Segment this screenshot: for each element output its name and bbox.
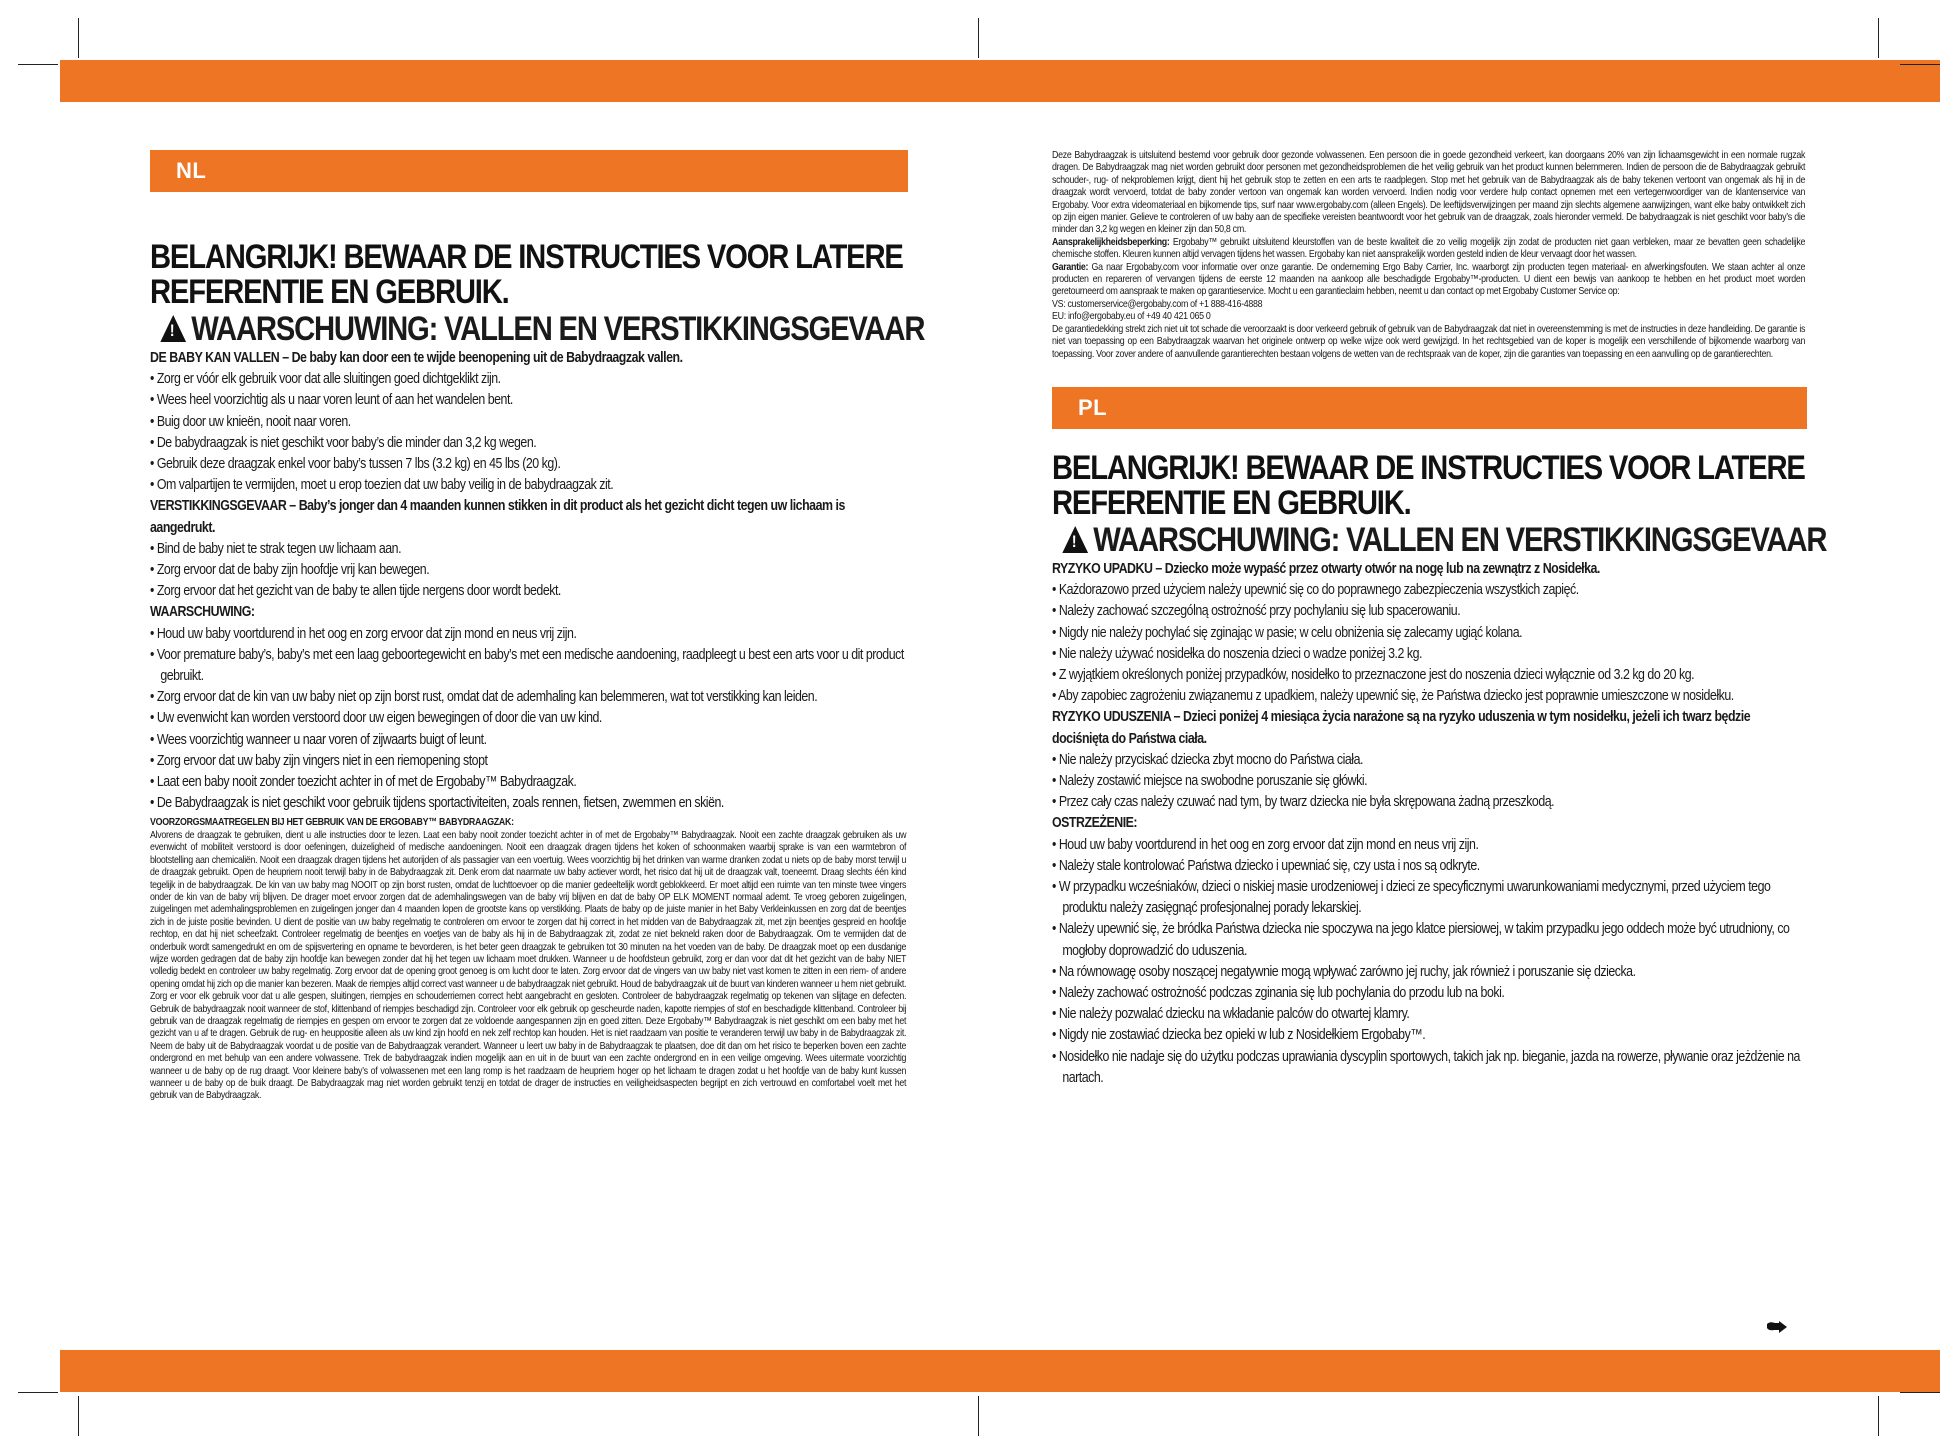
precautions-text: Alvorens de draagzak te gebruiken, dient u alle instructies door te lezen. Laat een baby nooit zonder toezicht achter in of met de Ergobaby™ Babydraagzak. Nooit een zachte draagzak gebruiken als uw evenwicht of mobiliteit verstoord is door oefeningen, duizeligheid of medische aandoeningen. Nooit een draagzak dragen tijdens het koken of schoonmaken waarbij sprake is van een warmtebron of blootstelling aan chemicaliën. Nooit een draagzak dragen tijdens het autorijden of als passagier van een voertuig. Wees voorzichtig bij het drinken van warme dranken zodat u niets op de baby morst terwijl u de draagzak gebruikt. Open de heupriem nooit terwijl baby in de Babydraagzak zit. Denk erom dat naarmate uw baby actiever wordt, het risico dat hij uit de draagzak valt, toeneemt. Draag slechts één kind tegelijk in de babydraagzak. De kin van uw baby mag NOOIT op zijn borst rusten, omdat de luchttoevoer op die manier gedeeltelijk wordt geblokkeerd. Er moet altijd een ruimte van ten minste twee vingers onder de kin van de baby vrij blijven. De drager moet ervoor zorgen dat de ademhalingswegen van de baby vrij blijven en dat de baby OP ELK MOMENT normaal ademt. Te vroeg geboren zuigelingen, zuigelingen met ademhalingsproblemen en zuigelingen jonger dan 4 maanden lopen de grootste kans op verstikking. Plaats de baby op de juiste manier in het Baby Verkleinkussen en zorg dat de beentjes zich in de juiste positie bevinden. U dient de positie van uw baby regelmatig te controleren om ervoor te zorgen dat hij correct in het midden van de Babydraagzak zit, met zijn beentjes gespreid en hoofdje rechtop, en dat hij niet scheefzakt. Controleer regelmatig de beentjes en voetjes van de baby als hij in de Babydraagzak zit, zodat ze niet bekneld raken door de Babydraagzak. Om te vermijden dat de onderbuik wordt samengedrukt en om de spijsvertering en opname te bevorderen, is het beter geen draagzak te gebruiken tot 30 minuten na het voeden van de baby. De draagzak moet op een dusdanige wijze worden gedragen dat de baby zijn hoofdje kan bewegen zonder dat hij het tegen uw lichaam moet drukken. Wanneer u de hoofdsteun gebruikt, zorg er dan voor dat dit het gezicht van de baby NIET volledig bedekt en controleer uw baby regelmatig. Zorg ervoor dat de opening groot genoeg is om lucht door te laten. Zorg ervoor dat de vingers van uw baby niet vast komen te zitten in een riem- of andere opening omdat hij zich op die manier kan bezeren. Maak de riempjes altijd correct vast wanneer u de babydraagzak niet gebruikt. Houd de babydraagzak uit de buurt van kinderen wanneer u hem niet gebruikt. Zorg er voor elk gebruik voor dat u alle gespen, sluitingen, riempjes en schouderriemen correct hebt aangebracht en gesloten. Controleer de babydraagzak regelmatig op tekenen van slijtage en defecten. Gebruik de babydraagzak nooit wanneer de stof, klittenband of riempjes beschadigd zijn. Controleer voor elk gebruik op gescheurde naden, kapotte riempjes of stof en beschadigde klittenband. Controleer bij gebruik van de draagzak regelmatig de riempjes en gespen om ervoor te zorgen dat ze voldoende aangespannen zijn en goed zitten. Deze Ergobaby™ Babydraagzak is niet geschikt om een baby met het gezicht van u af te dragen. Gebruik de rug- en heuppositie alleen als uw kind zijn hoofd en nek zelf rechtop kan houden. Het is niet raadzaam van positie te veranderen terwijl uw baby in de Babydraagzak zit. Neem de baby uit de Babydraagzak voordat u de positie van de Babydraagzak verandert. Wanneer u leert uw baby in de Babydraagzak te plaatsen, doe dit dan om het risico te beperken boven een zachte ondergrond en met behulp van een andere volwassene. Trek de babydraagzak indien mogelijk aan en uit in de buurt van een zachte ondergrond en in een veilige omgeving. Wees uitermate voorzichtig wanneer u de baby op de rug draagt. Voor kleinere baby’s of volwassenen met een lang romp is het raadzaam de heupriem hoger op het lichaam te dragen zodat u het hoofdje van de baby kunt kussen wanneer u de baby op de buik draagt. De Babydraagzak mag niet worden gebruikt tenzij en totdat de drager de instructies en veiligheidsaspecten begrijpt en zich vertrouwd en comfortabel voelt met het gebruik van de Babydraagzak.: [150, 829, 907, 1102]
coverage-paragraph: De garantiedekking strekt zich niet uit tot schade die veroorzaakt is door verkeerd gebruik of gebruik van de Babydraagzak dat niet in overeenstemming is met de instructies in deze handleiding. De garantie is niet van toepassing op een Babydraagzak waarvan het originele ontwerp op welke wijze ook werd gewijzigd. In het rechtsgebied van de koper is mogelijk een verschillende of bijkomende waarborg van toepassing. Voor zover andere of aanvullende garantierechten bestaan volgens de wetten van de rechtspraak van de koper, zijn die garanties van toepassing en een aanvulling op de garantierechten.: [1052, 323, 1806, 360]
list-item: • Z wyjątkiem określonych poniżej przypadków, nosidełko to przeznaczone jest do noszenia dzieci wyłącznie od 3.2 kg do 20 kg.: [1052, 666, 1695, 683]
list-item: • Każdorazowo przed użyciem należy upewnić się co do poprawnego zabezpieczenia wszystkich zapięć.: [1052, 582, 1579, 599]
left-column: [150, 150, 925, 1103]
warranty-label: Garantie:: [1052, 261, 1089, 273]
list-item: • Bind de baby niet te strak tegen uw lichaam aan.: [150, 540, 402, 557]
list-item: • Om valpartijen te vermijden, moet u erop toezien dat uw baby veilig in de babydraagzak zit.: [150, 477, 614, 494]
language-bar-nl: NL: [150, 150, 908, 192]
page-heading-line1: BELANGRIJK! BEWAAR DE INSTRUCTIES VOOR LATERE: [1052, 448, 1805, 487]
list-item: • Voor premature baby’s, baby’s met een laag geboortegewicht en baby’s met een medische aandoening, raadpleegt u best een arts voor u dit product gebruikt.: [150, 646, 904, 685]
suffocation-hazard-title: RYZYKO UDUSZENIA – Dzieci poniżej 4 miesiąca życia narażone są na ryzyko uduszenia w tym nosidełku, jeżeli ich twarz będzie dociśnięta do Państwa ciała.: [1052, 709, 1751, 747]
list-item: • Laat een baby nooit zonder toezicht achter in of met de Ergobaby™ Babydraagzak.: [150, 774, 577, 791]
page-heading-line2: REFERENTIE EN GEBRUIK.: [150, 273, 509, 311]
crop-mark: [18, 64, 58, 65]
list-item: • Houd uw baby voortdurend in het oog en zorg ervoor dat zijn mond en neus vrij zijn.: [1052, 836, 1479, 853]
list-item: • Uw evenwicht kan worden verstoord door uw eigen bewegingen of door die van uw kind.: [150, 710, 602, 727]
warning-triangle-icon: [1062, 526, 1088, 553]
warranty-paragraph: [1052, 262, 1805, 299]
list-item: • Buig door uw knieën, nooit naar voren.: [150, 413, 351, 430]
list-item: • Wees voorzichtig wanneer u naar voren of zijwaarts buigt of leunt.: [150, 731, 487, 748]
fall-hazard-title: RYZYKO UPADKU – Dziecko może wypaść przez otwarty otwór na nogę lub na zewnątrz z Nosidełka.: [1052, 560, 1600, 577]
fall-hazard-title: DE BABY KAN VALLEN – De baby kan door een te wijde beenopening uit de Babydraagzak vallen.: [150, 350, 683, 366]
liability-paragraph: [1052, 237, 1805, 262]
list-item: • Zorg ervoor dat de kin van uw baby niet op zijn borst rust, omdat dat de ademhaling kan belemmeren, wat tot verstikking kan leiden.: [150, 689, 818, 706]
list-item: • Aby zapobiec zagrożeniu związanemu z upadkiem, należy upewnić się, że Państwa dziecko jest poprawnie umieszczone w nosidełku.: [1052, 688, 1734, 705]
crop-mark: [1900, 1392, 1940, 1393]
list-item: • Nigdy nie należy pochylać się zginając w pasie; w celu obniżenia się zalecamy ugiąć kolana.: [1052, 624, 1523, 641]
list-item: • Należy zostawić miejsce na swobodne poruszanie się główki.: [1052, 772, 1368, 789]
contact-us: VS: customerservice@ergobaby.com of +1 888-416-4888: [1052, 298, 1263, 310]
crop-mark: [978, 18, 979, 58]
list-item: • Należy stale kontrolować Państwa dziecko i upewniać się, czy usta i nos są odkryte.: [1052, 857, 1480, 874]
crop-mark: [1878, 1396, 1879, 1436]
liability-label: Aansprakelijkheidsbeperking:: [1052, 236, 1170, 248]
precautions-title: VOORZORGSMAATREGELEN BIJ HET GEBRUIK VAN DE ERGOBABY™ BABYDRAAGZAK:: [150, 817, 514, 829]
list-item: • Na równowagę osoby noszącej negatywnie mogą wpływać zarówno jej ruchy, jak również i poruszanie się dziecka.: [1052, 963, 1636, 980]
list-item: • Zorg ervoor dat de baby zijn hoofdje vrij kan bewegen.: [150, 562, 430, 579]
list-item: • Wees heel voorzichtig als u naar voren leunt of aan het wandelen bent.: [150, 392, 513, 409]
list-item: • Houd uw baby voortdurend in het oog en zorg ervoor dat zijn mond en neus vrij zijn.: [150, 625, 577, 642]
warning-title: [1052, 520, 1827, 559]
right-column: [1052, 150, 1827, 1089]
list-item: • De Babydraagzak is niet geschikt voor gebruik tijdens sportactiviteiten, zoals rennen, fietsen, zwemmen en skiën.: [150, 795, 724, 812]
crop-mark: [1878, 18, 1879, 58]
list-item: • Należy zachować szczególną ostrożność przy pochylaniu się lub spacerowaniu.: [1052, 603, 1461, 620]
crop-mark: [1900, 64, 1940, 65]
list-item: • Należy zachować ostrożność podczas zginania się lub pochylania do przodu lub na boki.: [1052, 984, 1505, 1001]
page-heading-line1: BELANGRIJK! BEWAAR DE INSTRUCTIES VOOR LATERE: [150, 238, 903, 276]
crop-mark: [978, 1396, 979, 1436]
bottom-orange-band: [60, 1350, 1940, 1392]
list-item: • Zorg ervoor dat het gezicht van de baby te allen tijde nergens door wordt bedekt.: [150, 583, 561, 600]
warranty-text: Ga naar Ergobaby.com voor informatie over onze garantie. De onderneming Ergo Baby Carrier, Inc. waarborgt zijn producten tegen materiaal- en afwerkingsfouten. We staan achter al onze producten en repareren of vervangen tijdens de eerste 12 maanden na aankoop alle beschadigde Ergobaby™-producten. U dient een bewijs van aankoop te hebben en het product moet worden geretourneerd om aanspraak te maken op garantieservice. Mocht u een garantieclaim hebben, neemt u dan contact op met Ergobaby Customer Service op:: [1052, 261, 1806, 298]
suffocation-hazard-title: VERSTIKKINGSGEVAAR – Baby’s jonger dan 4 maanden kunnen stikken in dit product als het gezicht dicht tegen uw lichaam is aangedrukt.: [150, 498, 845, 536]
list-item: • Przez cały czas należy czuwać nad tym, by twarz dziecka nie była skrępowana żadną przeszkodą.: [1052, 794, 1555, 811]
warning-subtitle: OSTRZEŻENIE:: [1052, 815, 1138, 832]
liability-text: Ergobaby™ gebruikt uitsluitend kleurstoffen van de beste kwaliteit die zo veilig mogelijk zijn zodat de producten niet gaan verbleken, maar ze bevatten geen schadelijke chemische stoffen. Kleuren kunnen altijd vervagen tijdens het wassen. Ergobaby kan niet aansprakelijk worden gesteld indien de kleur vervaagt door het wassen.: [1052, 236, 1806, 261]
top-orange-band: [60, 60, 1940, 102]
warning-triangle-icon: [160, 315, 186, 342]
language-bar-pl: PL: [1052, 387, 1807, 429]
crop-mark: [78, 1396, 79, 1436]
intro-paragraph: Deze Babydraagzak is uitsluitend bestemd voor gebruik door gezonde volwassenen. Een persoon die in goede gezondheid verkeert, kan doorgaans 20% van zijn lichaamsgewicht in een normale rugzak dragen. De Babydraagzak mag niet worden gebruikt door personen met gezondheidsproblemen die het veilig gebruik van het product kunnen belemmeren. Indien de persoon die de Babydraagzak gebruikt schouder-, rug- of nekproblemen krijgt, dient hij het gebruik stop te zetten en een arts te raadplegen. Stop met het gebruik van de Babydraagzak als de baby tekenen vertoont van ongemak als hij in de draagzak wordt vervoerd, totdat de baby zonder vertoon van ongemak kan worden vervoerd. Indien nodig voor verdere hulp contact opnemen met een vertegenwoordiger van de klantenservice van Ergobaby. Voor extra videomateriaal en bijkomende tips, surf naar www.ergobaby.com (alleen Engels). De leeftijdsverwijzingen per maand zijn slechts algemene aanwijzingen, want elke baby ontwikkelt zich op zijn eigen manier. Gelieve te controleren of uw baby aan de specifieke vereisten beantwoordt voor het gebruik van de draagzak, zoals hieronder vermeld. De babydraagzak is niet geschikt voor baby’s die minder dan 3,2 kg wegen en kleiner zijn dan 50,8 cm.: [1052, 150, 1806, 236]
list-item: • Nie należy pozwalać dziecku na wkładanie palców do otwartej klamry.: [1052, 1006, 1410, 1023]
crop-mark: [18, 1392, 58, 1393]
crop-mark: [78, 18, 79, 58]
list-item: • De babydraagzak is niet geschikt voor baby’s die minder dan 3,2 kg wegen.: [150, 434, 537, 451]
warning-title-text: WAARSCHUWING: VALLEN EN VERSTIKKINGSGEVAAR: [191, 310, 925, 348]
warning-subtitle: WAARSCHUWING:: [150, 604, 255, 621]
warning-title: [150, 310, 925, 348]
list-item: • Nie należy używać nosidełka do noszenia dzieci o wadze poniżej 3.2 kg.: [1052, 645, 1422, 662]
warning-title-text: WAARSCHUWING: VALLEN EN VERSTIKKINGSGEVAAR: [1093, 520, 1827, 559]
list-item: • Należy upewnić się, że bródka Państwa dziecka nie spoczywa na jego klatce piersiowej, w takim przypadku jego oddech może być utrudniony, co mogłoby doprowadzić do uduszenia.: [1052, 921, 1790, 959]
list-item: • Nosidełko nie nadaje się do użytku podczas uprawiania dyscyplin sportowych, takich jak np. bieganie, jazda na rowerze, pływanie oraz jeżdżenie na nartach.: [1052, 1048, 1800, 1086]
list-item: • Nigdy nie zostawiać dziecka bez opieki w lub z Nosidełkiem Ergobaby™.: [1052, 1027, 1426, 1044]
page-heading-line2: REFERENTIE EN GEBRUIK.: [1052, 483, 1411, 522]
list-item: • Gebruik deze draagzak enkel voor baby’s tussen 7 lbs (3.2 kg) en 45 lbs (20 kg).: [150, 456, 561, 473]
contact-eu: EU: info@ergobaby.eu of +49 40 421 065 0: [1052, 311, 1211, 323]
list-item: • Zorg ervoor dat uw baby zijn vingers niet in een riemopening stopt: [150, 752, 488, 769]
list-item: • W przypadku wcześniaków, dzieci o niskiej masie urodzeniowej i dzieci ze specyficznymi uwarunkowaniami medycznymi, przed użyciem tego produktu należy zasięgnąć profesjonalnej porady lekarskiej.: [1052, 878, 1771, 917]
list-item: • Zorg er vóór elk gebruik voor dat alle sluitingen goed dichtgeklikt zijn.: [150, 371, 501, 388]
list-item: • Nie należy przyciskać dziecka zbyt mocno do Państwa ciała.: [1052, 751, 1363, 768]
next-page-arrow-icon: [1766, 1321, 1788, 1333]
